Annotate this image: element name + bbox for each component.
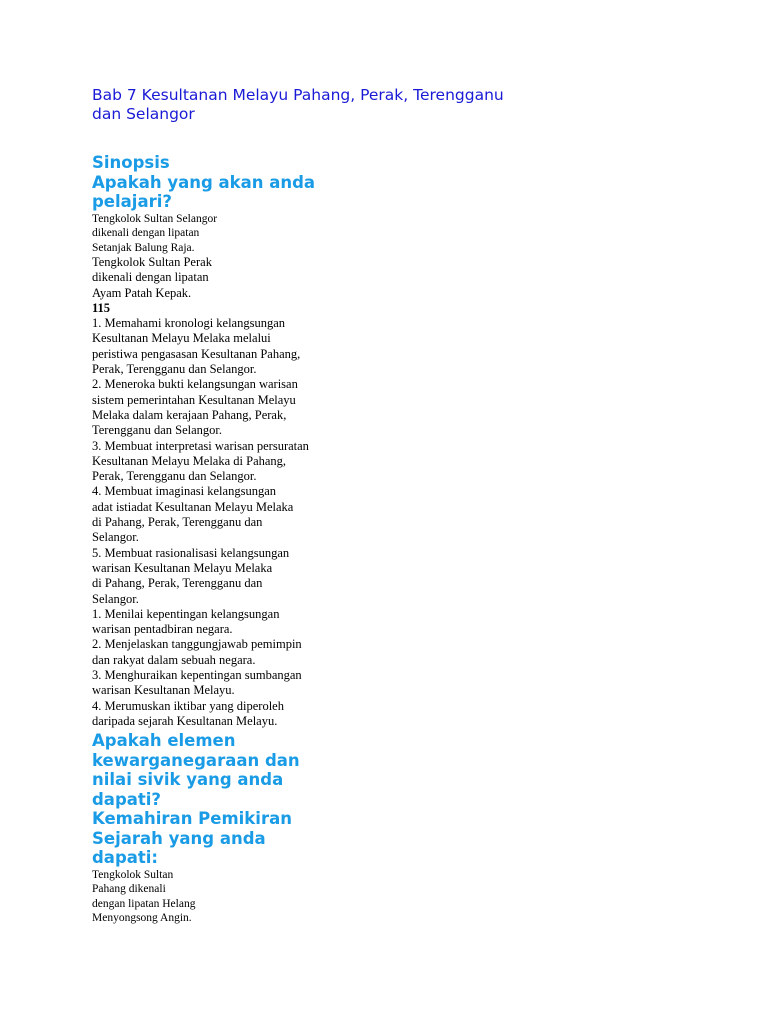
caption-pahang: Tengkolok Sultan Pahang dikenali dengan lipatan Helang Menyongsong Angin.: [92, 868, 196, 925]
sinopsis-heading: Sinopsis: [92, 153, 170, 172]
chapter-title: Bab 7 Kesultanan Melayu Pahang, Perak, Terengganu dan Selangor: [92, 86, 504, 123]
caption-selangor: Tengkolok Sultan Selangor dikenali dengan lipatan Setanjak Balung Raja.: [92, 212, 218, 254]
objectives-list: 1. Memahami kronologi kelangsungan Kesultanan Melayu Melaka melalui peristiwa pengasasan Kesultanan Pahang, Perak, Terengganu dan Selangor. 2. Meneroka bukti kelangsungan warisan sistem pemerintahan Kesultanan Melayu Melaka dalam kerajaan Pahang, Perak, Terengganu dan Selangor. 3. Membuat interpretasi warisan persuratan Kesultanan Melayu Melaka di Pahang, Perak, Terengganu dan Selangor. 4. Membuat imaginasi kelangsungan adat istiadat Kesultanan Melayu Melaka di Pahang, Perak, Terengganu dan Selangor. 5. Membuat rasionalisasi kelangsungan warisan Kesultanan Melayu Melaka di Pahang, Perak, Terengganu dan Selangor. 1. Menilai kepentingan kelangsungan warisan pentadbiran negara. 2. Menjelaskan tanggungjawab pemimpin dan rakyat dalam sebuah negara. 3. Menghuraikan kepentingan sumbangan warisan Kesultanan Melayu. 4. Merumuskan iktibar yang diperoleh daripada sejarah Kesultanan Melayu.: [92, 316, 309, 728]
caption-perak: Tengkolok Sultan Perak dikenali dengan lipatan Ayam Patah Kepak.: [92, 255, 212, 300]
skills-heading: Kemahiran Pemikiran Sejarah yang anda dapati:: [92, 809, 292, 868]
document-page: [92, 86, 652, 926]
civic-heading: Apakah elemen kewarganegaraan dan nilai sivik yang anda dapati?: [92, 731, 300, 809]
question-heading: Apakah yang akan anda pelajari?: [92, 172, 316, 211]
page-number: 115: [92, 300, 111, 315]
